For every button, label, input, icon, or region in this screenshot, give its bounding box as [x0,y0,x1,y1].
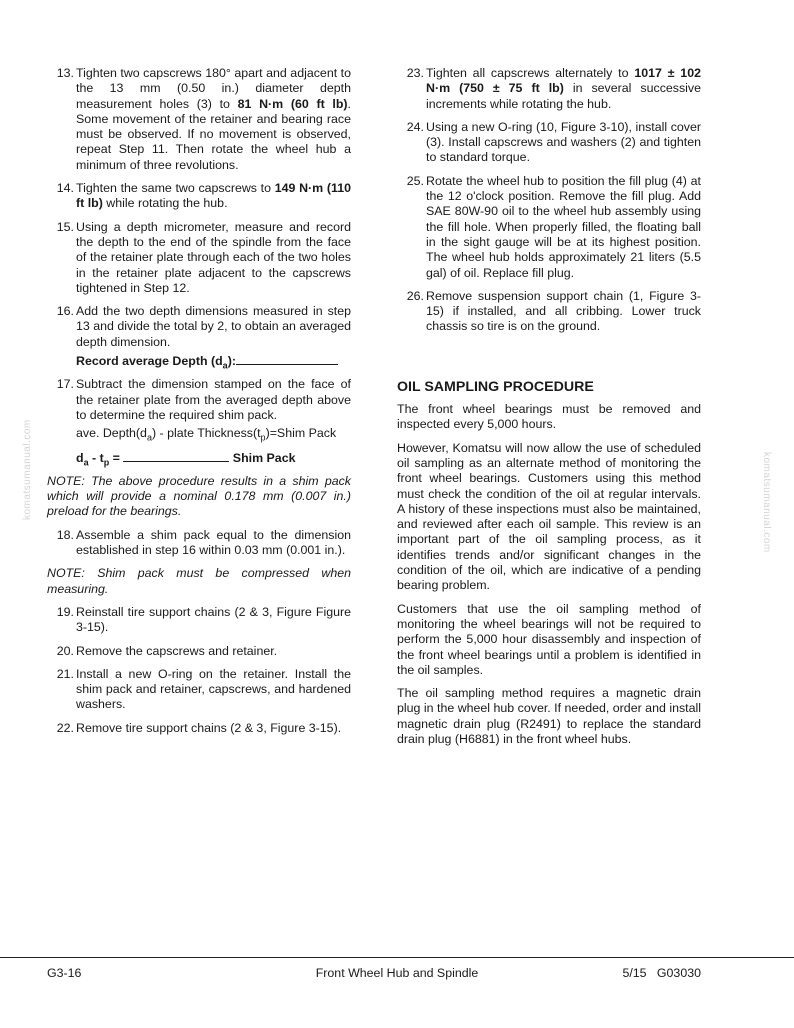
torque-value: 1017 ± 102 N·m (750 ± 75 ft lb) [426,66,701,96]
left-column [47,66,351,744]
step-20 [47,644,351,659]
paragraph: The front wheel bearings must be removed and inspected every 5,000 hours. [397,402,701,432]
paragraph: However, Komatsu will now allow the use of scheduled oil sampling as an alternate method of monitoring the front wheel bearings. Customers using this method must check the condition of the oil at regular intervals. A history of these inspections must also be maintained, and reviewed after each oil sample. This review is an important part of the oil sampling process, as it identifies trends and/or significant changes in the condition of the oil, which are indicative of a pending bearing problem. [397,440,701,593]
formula-text: Shim Pack [229,450,296,465]
step-text: Assemble a shim pack equal to the dimension established in step 16 within 0.03 mm (0.001 in.). [76,527,351,558]
note-shim-pack: NOTE: Shim pack must be compressed when measuring. [47,566,351,596]
subscript: a [83,457,89,467]
step-number: 16. [56,304,74,319]
subscript: a [146,432,152,443]
subscript: a [222,360,228,371]
step-23 [397,66,701,112]
doc-code: 5/15 G03030 [622,966,701,980]
step-text: Tighten all capscrews alternately to [426,66,635,80]
step-22 [47,721,351,736]
step-text: while rotating the hub. [102,196,228,211]
section-title: Front Wheel Hub and Spindle [315,966,479,980]
step-18 [47,528,351,559]
step-number: 14. [56,181,74,196]
step-text: Remove suspension support chain (1, Figure 3-15) if installed, and all cribbing. Lower truck chassis so tire is on the ground. [426,288,701,334]
step-number: 23. [406,66,424,80]
torque-value: 149 N·m (110 ft lb) [76,181,351,211]
subscript: p [103,457,110,467]
watermark-left: komatsumanual.com [22,419,33,520]
page-number: G3-16 [47,966,82,980]
step-16 [47,304,351,350]
step-24 [397,120,701,166]
step-number: 19. [56,604,74,619]
step-number: 17. [56,377,74,392]
step-number: 15. [56,219,74,234]
step-text: Using a new O-ring (10, Figure 3-10), install cover (3). Install capscrews and washers (2) and tighten to standard torque. [426,119,701,165]
step-number: 22. [56,720,74,735]
step-21 [47,667,351,713]
record-average-depth [47,353,351,369]
step-17 [47,377,351,423]
shim-formula [47,450,351,466]
right-column [397,66,701,755]
subscript: p [260,432,266,443]
step-number: 20. [56,643,74,658]
step-text: Remove the capscrews and retainer. [76,643,278,658]
paragraph: Customers that use the oil sampling method of monitoring the wheel bearings will not be required to perform the 5,000 hour disassembly and inspection of the front wheel bearings until a problem is identified in the oil samples. [397,601,701,677]
step-text: Tighten two capscrews 180° apart and adjacent to the 13 mm (0.50 in.) diameter depth measurement holes (3) to [76,66,351,111]
step-text: in several successive increments while rotating the hub. [426,81,702,111]
step-text: . Some movement of the retainer and bearing race must be observed. If no movement is observed, repeat Step 11. Then rotate the wheel hub a minimum of three revolutions. [76,96,351,172]
record-label: Record average Depth (d [76,354,223,369]
step-15 [47,220,351,296]
step-text: Tighten the same two capscrews to [76,181,275,196]
formula-text: - t [88,450,104,465]
step-number: 21. [56,666,74,681]
step-number: 18. [56,527,74,542]
formula-text: ave. Depth(d [76,426,147,441]
footer-divider [0,957,794,958]
step-text: Remove tire support chains (2 & 3, Figure 3-15). [76,720,342,735]
step-19 [47,605,351,636]
step-number: 26. [406,288,424,303]
step-number: 24. [406,119,424,134]
step-13 [47,66,351,173]
step-text: Using a depth micrometer, measure and record the depth to the end of the spindle from the face of the retainer plate through each of the two holes in the retainer plate adjacent to the capscrews tightened in Step 12. [76,219,351,295]
note-preload: NOTE: The above procedure results in a shim pack which will provide a nominal 0.178 mm (0.007 in.) preload for the bearings. [47,473,351,519]
paragraph: The oil sampling method requires a magnetic drain plug in the wheel hub cover. If needed, order and install magnetic drain plug (R2491) to replace the standard drain plug (H6881) in the front wheel hubs. [397,686,701,746]
step-text: Add the two depth dimensions measured in step 13 and divide the total by 2, to obtain an averaged depth dimension. [76,304,351,349]
step-26 [397,289,701,335]
step-text: Subtract the dimension stamped on the face of the retainer plate from the averaged depth above to determine the required shim pack. [76,377,351,422]
blank-line [236,353,338,365]
record-label: ): [227,354,236,369]
step-number: 13. [56,66,74,80]
watermark-right: komatsumanual.com [761,452,772,553]
step-25 [397,174,701,281]
step-text: Reinstall tire support chains (2 & 3, Figure Figure 3-15). [76,604,351,635]
blank-line [123,450,229,462]
formula-text: d [76,450,84,465]
formula-text: )=Shim Pack [265,426,337,441]
step-text: Rotate the wheel hub to position the fill plug (4) at the 12 o'clock position. Remove the fill plug. Add SAE 80W-90 oil to the wheel hub assembly using the fill hole. When properly filled, the floating ball in the sight gauge will be at its highest position. The wheel hub holds approximately 21 liters (5.5 gal) of oil. Replace fill plug. [426,173,701,280]
formula-line [47,426,351,441]
formula-text: ) - plate Thickness(t [151,426,261,441]
torque-value: 81 N·m (60 ft lb) [237,96,348,111]
section-heading: OIL SAMPLING PROCEDURE [397,378,594,395]
step-text: Install a new O-ring on the retainer. Install the shim pack and retainer, capscrews, and hardened washers. [76,666,351,712]
step-number: 25. [406,173,424,188]
step-14 [47,181,351,212]
formula-text: = [109,450,124,465]
